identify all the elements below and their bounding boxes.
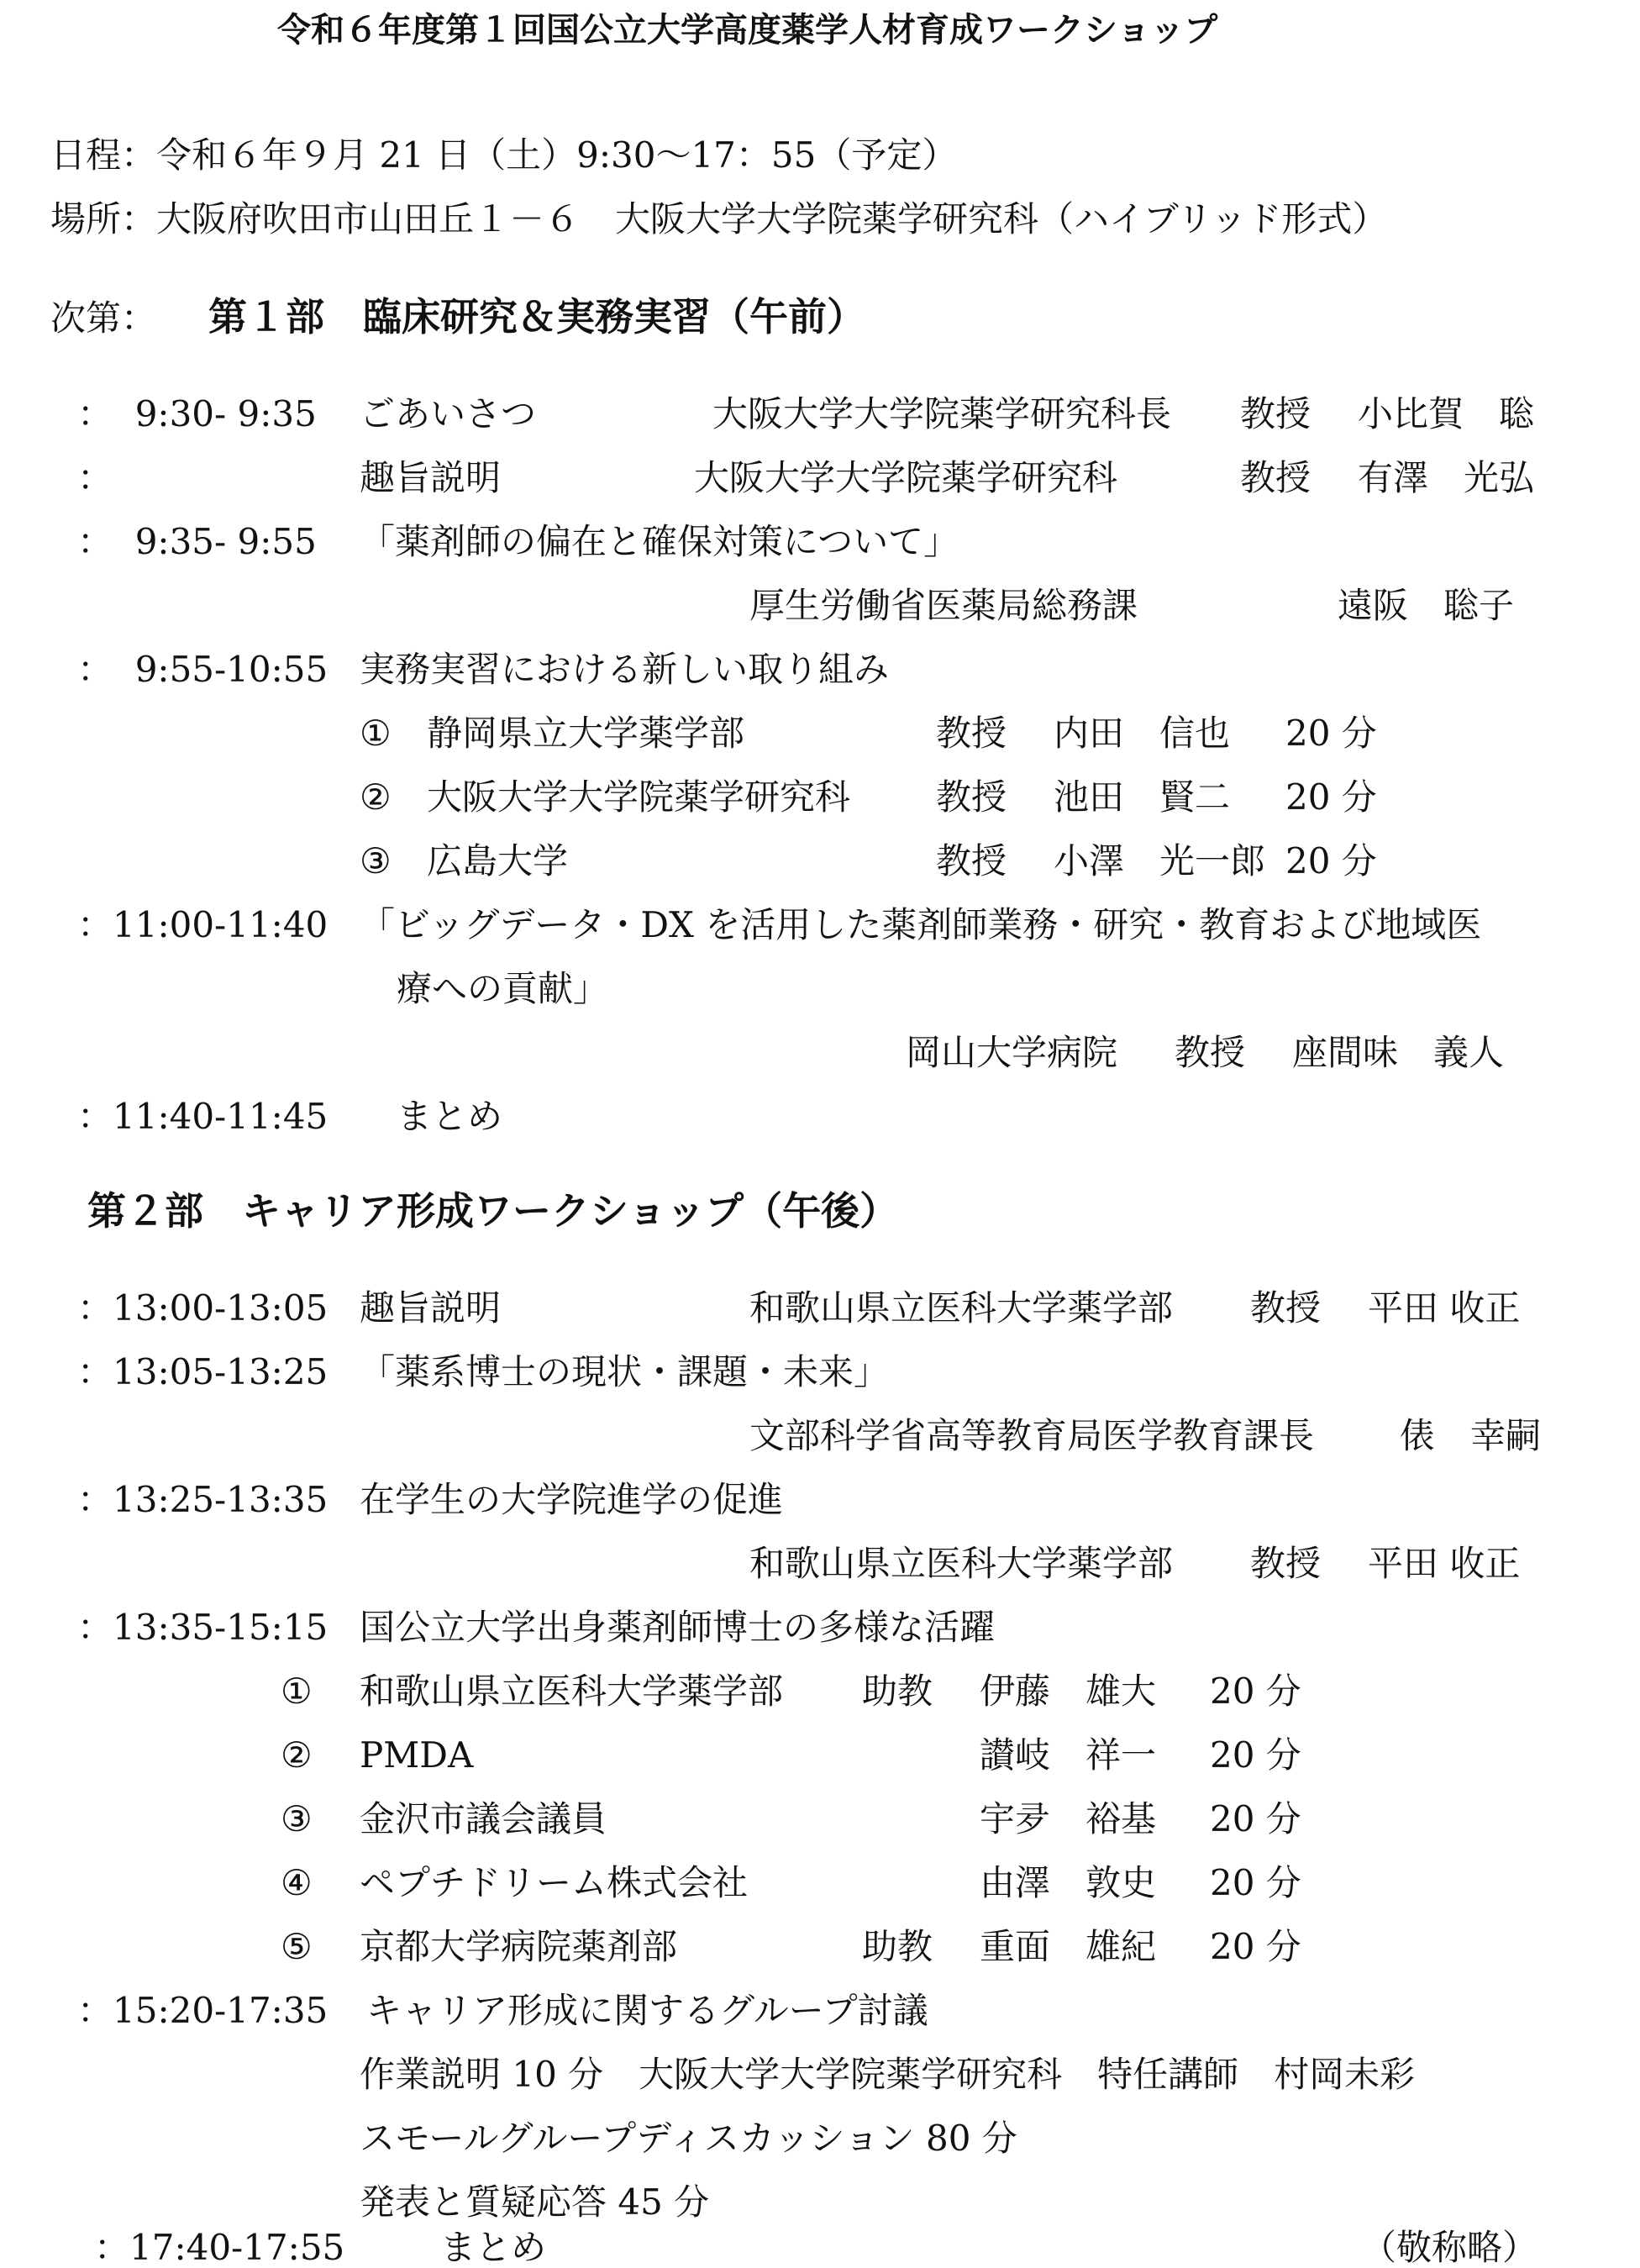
p2-item4-sub3-name: 宇夛 裕基 (980, 1798, 1157, 1839)
p2-item1-role: 教授 (1250, 1287, 1322, 1329)
p2-item5-title: キャリア形成に関するグループ討議 (366, 1990, 928, 2031)
p2-item1-name: 平田 收正 (1368, 1287, 1521, 1329)
part1-heading: 第１部 臨床研究＆実務実習（午前） (208, 294, 865, 339)
p1-item2-affil: 大阪大学大学院薬学研究科 (694, 457, 1118, 498)
part2-heading: 第２部 キャリア形成ワークショップ（午後） (87, 1188, 899, 1234)
p2-item3-name: 平田 收正 (1368, 1543, 1521, 1584)
p1-item3-affil: 厚生労働省医薬局総務課 (749, 585, 1138, 626)
p1-item4-sub3-affil: 広島大学 (427, 840, 569, 881)
p1-item5-affil: 岡山大学病院 (906, 1032, 1118, 1073)
p2-item1-title: 趣旨説明 (360, 1287, 502, 1329)
p2-item4-sub5-dur: 20 分 (1210, 1926, 1301, 1967)
p2-item4-sub4-num: ④ (281, 1862, 313, 1903)
p2-item4-sub2-dur: 20 分 (1210, 1734, 1301, 1776)
p1-item2-time: ： (77, 457, 113, 498)
place-line: 場所：大阪府吹田市山田丘１－６ 大阪大学大学院薬学研究科（ハイブリッド形式） (50, 198, 1388, 239)
p2-item2-affil: 文部科学省高等教育局医学教育課長 (749, 1415, 1315, 1456)
p1-item1-time: ： 9:30- 9:35 (77, 393, 317, 434)
p2-item4-title: 国公立大学出身薬剤師博士の多様な活躍 (360, 1607, 996, 1648)
p2-item2-time: ：13:05-13:25 (77, 1351, 329, 1392)
p2-item4-sub1-role: 助教 (862, 1671, 933, 1712)
p1-item4-sub3-name: 小澤 光一郎 (1054, 840, 1266, 881)
p1-item4-title: 実務実習における新しい取り組み (360, 649, 890, 690)
p2-item4-sub5-num: ⑤ (281, 1926, 313, 1967)
p1-item4-sub3-role: 教授 (936, 840, 1007, 881)
p1-item4-sub2-role: 教授 (936, 776, 1007, 818)
p1-item4-sub3-num: ③ (360, 840, 392, 881)
p1-item4-sub2-name: 池田 賢二 (1054, 776, 1231, 818)
p1-item1-name: 小比賀 聡 (1358, 393, 1535, 434)
p2-item4-sub1-num: ① (281, 1671, 313, 1712)
p2-item6-time: ：17:40-17:55 (94, 2227, 345, 2268)
p1-item1-role: 教授 (1240, 393, 1311, 434)
p2-item6-title: まとめ (440, 2227, 547, 2268)
p1-item2-name: 有澤 光弘 (1358, 457, 1535, 498)
p2-item3-time: ：13:25-13:35 (77, 1479, 329, 1520)
document-title: 令和６年度第１回国公立大学高度薬学人材育成ワークショップ (277, 11, 1218, 50)
p1-item5-role: 教授 (1175, 1032, 1246, 1073)
p2-item4-sub5-name: 重面 雄紀 (980, 1926, 1157, 1967)
p1-item3-title: 「薬剤師の偏在と確保対策について」 (360, 521, 959, 562)
p2-item4-sub2-num: ② (281, 1734, 313, 1776)
p1-item3-time: ： 9:35- 9:55 (77, 521, 317, 562)
p2-item3-role: 教授 (1250, 1543, 1322, 1584)
p1-item4-sub2-num: ② (360, 776, 392, 818)
p2-item3-title: 在学生の大学院進学の促進 (360, 1479, 784, 1520)
honorific-note: （敬称略） (1361, 2227, 1538, 2268)
p1-item4-sub1-name: 内田 信也 (1054, 713, 1231, 754)
p1-item4-sub3-dur: 20 分 (1285, 840, 1377, 881)
p2-item4-time: ：13:35-15:15 (77, 1607, 329, 1648)
p2-item2-title: 「薬系博士の現状・課題・未来」 (360, 1351, 890, 1392)
p2-item4-sub4-name: 由澤 敦史 (980, 1862, 1157, 1903)
p1-item4-sub1-role: 教授 (936, 713, 1007, 754)
p1-item6-title: まとめ (397, 1096, 503, 1137)
p2-item3-affil: 和歌山県立医科大学薬学部 (749, 1543, 1174, 1584)
p2-item4-sub4-affil: ペプチドリーム株式会社 (360, 1862, 749, 1903)
p1-item2-role: 教授 (1240, 457, 1311, 498)
p2-item1-affil: 和歌山県立医科大学薬学部 (749, 1287, 1174, 1329)
p1-item1-title: ごあいさつ (360, 393, 537, 434)
p1-item4-sub1-dur: 20 分 (1285, 713, 1377, 754)
p2-item4-sub1-affil: 和歌山県立医科大学薬学部 (360, 1671, 784, 1712)
date-line: 日程：令和６年９月 21 日（土）9:30～17：55（予定） (50, 134, 958, 176)
p1-item2-title: 趣旨説明 (360, 457, 502, 498)
p1-item1-affil: 大阪大学大学院薬学研究科長 (712, 393, 1172, 434)
p2-item2-name: 俵 幸嗣 (1400, 1415, 1542, 1456)
p2-item4-sub3-num: ③ (281, 1798, 313, 1839)
p1-item4-sub1-num: ① (360, 713, 392, 754)
p2-item4-sub3-dur: 20 分 (1210, 1798, 1301, 1839)
p1-item4-time: ： 9:55-10:55 (77, 649, 329, 690)
p1-item5-title-line2: 療への貢献」 (397, 968, 609, 1009)
p2-item4-sub5-affil: 京都大学病院薬剤部 (360, 1926, 678, 1967)
p2-item5-detail3: 発表と質疑応答 45 分 (360, 2181, 710, 2223)
p1-item4-sub1-affil: 静岡県立大学薬学部 (427, 713, 745, 754)
p2-item1-time: ：13:00-13:05 (77, 1287, 329, 1329)
p2-item4-sub1-name: 伊藤 雄大 (980, 1671, 1157, 1712)
p1-item4-sub2-affil: 大阪大学大学院薬学研究科 (427, 776, 851, 818)
p2-item5-time: ：15:20-17:35 (77, 1990, 329, 2031)
p1-item6-time: ：11:40-11:45 (77, 1096, 329, 1137)
program-label: 次第： (50, 297, 157, 339)
p1-item4-sub2-dur: 20 分 (1285, 776, 1377, 818)
p1-item5-title-line1: 「ビッグデータ・DX を活用した薬剤師業務・研究・教育および地域医 (360, 904, 1482, 945)
p2-item4-sub5-role: 助教 (862, 1926, 933, 1967)
p2-item4-sub4-dur: 20 分 (1210, 1862, 1301, 1903)
p1-item5-name: 座間味 義人 (1292, 1032, 1505, 1073)
p1-item3-name: 遠阪 聡子 (1338, 585, 1515, 626)
p2-item5-detail2: スモールグループディスカッション 80 分 (360, 2118, 1017, 2159)
p1-item5-time: ：11:00-11:40 (77, 904, 329, 945)
p2-item4-sub2-name: 讃岐 祥一 (980, 1734, 1157, 1776)
p2-item5-detail1: 作業説明 10 分 大阪大学大学院薬学研究科 特任講師 村岡未彩 (360, 2054, 1416, 2095)
p2-item4-sub3-affil: 金沢市議会議員 (360, 1798, 607, 1839)
p2-item4-sub2-affil: PMDA (360, 1734, 474, 1776)
p2-item4-sub1-dur: 20 分 (1210, 1671, 1301, 1712)
